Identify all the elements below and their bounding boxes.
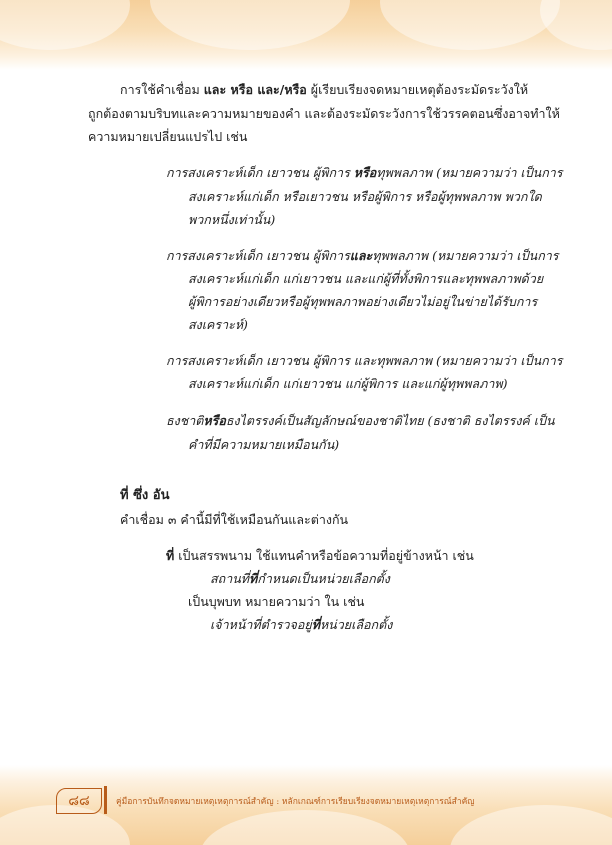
definition-text: เป็นสรรพนาม ใช้แทนคำหรือข้อความที่อยู่ข้างหน้า เช่น (174, 548, 474, 563)
example-keyword: ที่ (249, 571, 258, 586)
example-text: กำหนดเป็นหน่วยเลือกตั้ง (257, 571, 390, 586)
example-3-line-1 (166, 353, 562, 369)
example-text: ธงไตรรงค์เป็นสัญลักษณ์ของชาติไทย (ธงชาติ ธงไตรรงค์ เป็น (225, 413, 555, 428)
section-heading: ที่ ซึ่ง อัน (120, 488, 170, 503)
example-4-line-1 (166, 413, 555, 429)
example-keyword: และ (349, 248, 373, 263)
thi-example-2 (210, 617, 392, 633)
example-4-line-2: คำที่มีความหมายเหมือนกัน) (188, 437, 340, 452)
example-1-line-2: สงเคราะห์แก่เด็ก หรือเยาวชน หรือผู้พิการ หรือผู้ทุพพลภาพ พวกใด (188, 189, 542, 204)
example-text: เจ้าหน้าที่ตำรวจอยู่ (210, 617, 312, 632)
example-2-line-1 (166, 248, 559, 264)
intro-line-3: ความหมายเปลี่ยนแปรไป เช่น (88, 129, 248, 144)
example-text: สถานที่ (210, 571, 250, 586)
example-text: การสงเคราะห์เด็ก เยาวชน ผู้พิการ (166, 248, 350, 263)
example-text: ธงชาติ (166, 413, 204, 428)
intro-line-2: ถูกต้องตามบริบทและความหมายของคำ และต้องระมัดระวังการใช้วรรคตอนซึ่งอาจทำให้ (88, 106, 560, 121)
intro-keywords: และ หรือ และ/หรือ (203, 82, 307, 97)
thi-definition-1 (166, 548, 474, 564)
section-subheading: คำเชื่อม ๓ คำนี้มีที่ใช้เหมือนกันและต่างกัน (120, 512, 349, 527)
thi-term: ที่ (166, 548, 175, 563)
page-number: ๘๘ (56, 788, 102, 814)
example-text: ทุพพลภาพ (หมายความว่า เป็นการ (376, 165, 563, 180)
example-text: หน่วยเลือกตั้ง (319, 617, 393, 632)
example-1-line-1 (166, 165, 563, 181)
example-2-line-3: ผู้พิการอย่างเดียวหรือผู้ทุพพลภาพอย่างเดียวไม่อยู่ในข่ายได้รับการ (188, 294, 538, 309)
example-keyword: ที่ (311, 617, 320, 632)
example-text: ทุพพลภาพ (หมายความว่า เป็นการ (372, 248, 559, 263)
intro-text: การใช้คำเชื่อม (120, 82, 204, 97)
thi-definition-2: เป็นบุพบท หมายความว่า ใน เช่น (188, 594, 365, 609)
footer-title: คู่มือการบันทึกจดหมายเหตุเหตุการณ์สำคัญ : หลักเกณฑ์การเรียบเรียงจดหมายเหตุเหตุการณ์สำคัญ (116, 797, 475, 807)
example-text: การสงเคราะห์เด็ก เยาวชน ผู้พิการ (166, 353, 354, 368)
intro-text: ผู้เรียบเรียงจดหมายเหตุต้องระมัดระวังให้ (306, 82, 529, 97)
intro-line-1 (120, 82, 528, 98)
thi-example-1 (210, 571, 390, 587)
example-keyword: และ (353, 353, 377, 368)
example-keyword: หรือ (353, 165, 377, 180)
example-2-line-4: สงเคราะห์) (188, 317, 248, 332)
example-text: ทุพพลภาพ (หมายความว่า เป็นการ (376, 353, 563, 368)
footer-divider (104, 786, 107, 814)
example-text: การสงเคราะห์เด็ก เยาวชน ผู้พิการ (166, 165, 354, 180)
example-3-line-2: สงเคราะห์แก่เด็ก แก่เยาวชน แก่ผู้พิการ และแก่ผู้ทุพพลภาพ) (188, 376, 508, 391)
example-2-line-2: สงเคราะห์แก่เด็ก แก่เยาวชน และแก่ผู้ที่ทั้งพิการและทุพพลภาพด้วย (188, 271, 544, 286)
example-keyword: หรือ (203, 413, 226, 428)
example-1-line-3: พวกหนึ่งเท่านั้น) (188, 212, 276, 227)
